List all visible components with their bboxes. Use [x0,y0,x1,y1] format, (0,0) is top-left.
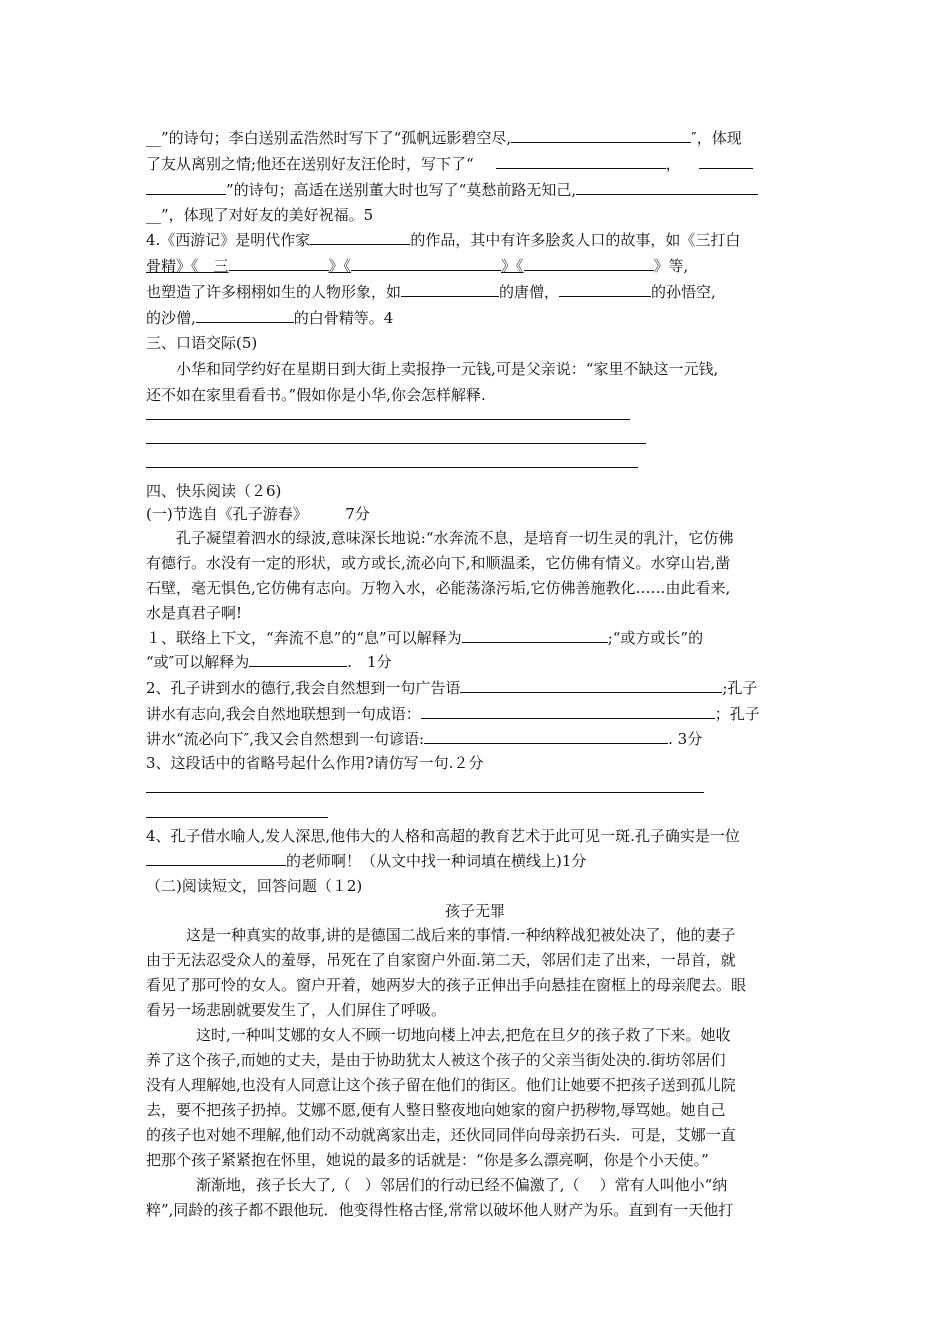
story-line: 这是一种真实的故事,讲的是德国二战后来的事情.一种纳粹战犯被处决了，他的妻子 [186,926,736,944]
answer-line[interactable] [146,443,646,444]
answer-blank[interactable] [576,180,758,195]
answer-line[interactable] [146,792,704,793]
story-line: 的孩子也对她不理解,他们动不动就离家出走，还伙同同伴向母亲扔石头．可是，艾娜一直 [146,1126,736,1144]
text: 4.《西游记》是明代作家 [146,231,311,249]
text: 的白骨精等。4 [293,309,394,327]
q4-line-3 [146,282,716,302]
poem-line-3 [146,180,758,200]
section4-subheading: （二)阅读短文，回答问题（１2) [146,877,363,895]
text: . 1分 [347,653,392,671]
text: 渐渐地，孩子长大了,（ [196,1176,351,1194]
answer-blank[interactable] [424,729,668,744]
text: ;孔子 [722,679,758,697]
story-line: 去，要不把孩子扔掉。艾娜不愿,便有人整日整夜地向她家的窗户扔秽物,辱骂她。她自己 [146,1101,726,1119]
story-line: 粹”,同龄的孩子都不跟他玩．他变得性格古怪,常常以破坏他人财产为乐。直到有一天他打 [146,1201,734,1219]
answer-blank[interactable] [559,282,651,297]
text: ；孔子 [714,705,760,723]
text: ）常有人叫他小“纳 [599,1176,728,1194]
section3-heading: 三、口语交际(5) [146,334,258,352]
text: 讲水有志向,我会自然地联想到一句成语： [146,705,421,723]
text: ″，体现 [691,129,742,147]
question-2-cont [146,704,760,724]
question-1 [146,628,703,648]
text: 骨精》《 三 [146,257,229,275]
answer-line[interactable] [146,467,638,468]
text: “或″可以解释为 [146,653,250,671]
text: ”的诗句；高适在送别董大时也写了“莫愁前路无知己, [226,181,577,199]
story-line: 没有人理解她,也没有人同意让这个孩子留在他们的街区。他们让她要不把孩子送到孤儿院 [146,1076,736,1094]
question-1-cont [146,652,392,672]
story-line: 看另一场悲剧就要发生了，人们屏住了呼吸。 [146,1001,447,1019]
answer-blank[interactable] [351,256,501,271]
story-line: 由于无法忍受众人的羞辱，吊死在了自家窗户外面.第二天，邻居们走了出来，一昂首，就 [146,951,736,969]
answer-blank[interactable] [524,256,654,271]
q4-line-4 [146,308,393,328]
question-2-cont [146,729,702,749]
answer-blank[interactable] [421,704,715,719]
text: 的孙悟空, [651,283,716,301]
text: ;“或方或长”的 [607,629,704,647]
answer-blank[interactable] [249,652,347,667]
section4-subheading: (一)节选自《孔子游春》 7分 [146,505,370,523]
passage-line: 石壁，毫无惧色,它仿佛有志向。万物入水，必能荡涤污垢,它仿佛善施教化……由此看来, [146,579,731,597]
text: . 3分 [668,730,703,748]
question-2 [146,678,757,698]
story-line [196,1175,727,1195]
story-line: 把那个孩子紧紧抱在怀里，她说的最多的话就是：“你是多么漂亮啊，你是个小天使。” [146,1151,709,1169]
text: 也塑造了许多栩栩如生的人物形象，如 [146,283,402,301]
section3-para: 还不如在家里看看书。”假如你是小华,你会怎样解释. [146,386,486,404]
text: 的沙僧, [146,309,196,327]
question-4: 4、孔子借水喻人,发人深思,他伟大的人格和高超的教育艺术于此可见一斑.孔子确实是一位 [146,827,740,845]
answer-blank[interactable] [462,628,608,643]
text: 的作品，其中有许多脍炙人口的故事，如《三打白 [410,231,741,249]
story-title: 孩子无罪 [444,902,505,920]
text: 的唐僧， [499,283,560,301]
answer-blank[interactable] [146,180,226,195]
answer-blank[interactable] [511,128,691,143]
q4-line-2 [146,256,688,276]
text: __”的诗句；李白送别孟浩然时写下了“孤帆远影碧空尽, [146,129,512,147]
poem-line-2 [146,154,753,174]
text: 讲水“流必向下″,我又会自然想到一句谚语: [146,730,425,748]
answer-blank[interactable] [196,308,294,323]
section4-heading: 四、快乐阅读（２6) [146,482,282,500]
text: ）邻居们的行动已经不偏激了,（ [364,1176,580,1194]
question-4-cont [146,851,586,871]
poem-line-4: __”，体现了对好友的美好祝福。5 [146,206,374,224]
answer-blank[interactable] [146,851,286,866]
question-3: 3、这段话中的省略号起什么作用?请仿写一句.２分 [146,754,484,772]
text: ， [665,155,681,173]
answer-blank[interactable] [229,256,329,271]
text: 的老师啊！（从文中找一种词填在横线上)1分 [286,852,587,870]
answer-line[interactable] [146,419,630,420]
answer-blank[interactable] [496,154,666,169]
passage-line: 孔子凝望着泗水的绿波,意味深长地说:“水奔流不息，是培育一切生灵的乳汁，它仿佛 [176,529,734,547]
answer-blank[interactable] [310,230,410,245]
text: 》《 [328,257,352,275]
passage-line: 水是真君子啊! [146,604,243,622]
story-line: 这时,一种叫艾娜的女人不顾一切地向楼上冲去,把危在旦夕的孩子救了下来。她收 [196,1026,731,1044]
answer-blank[interactable] [401,282,499,297]
text: 》等, [653,257,689,275]
text: 》《 [501,257,524,275]
answer-blank[interactable] [699,154,753,169]
poem-line-1 [146,128,742,148]
text: 了友从离别之情;他还在送别好友汪伦时，写下了“ [146,155,474,173]
section3-para: 小华和同学约好在星期日到大街上卖报挣一元钱,可是父亲说：“家里不缺这一元钱, [176,360,719,378]
text: １、联络上下文，“奔流不息”的“息”可以解释为 [146,629,462,647]
text: 2、孔子讲到水的德行,我会自然想到一句广告语 [146,679,461,697]
passage-line: 有德行。水没有一定的形状，或方或长,流必向下,和顺温柔，它仿佛有情义。水穿山岩,凿 [146,554,731,572]
story-line: 看见了那可怜的女人。窗户开着，她两岁大的孩子正伸出手向悬挂在窗框上的母亲爬去。眼 [146,976,747,994]
answer-blank[interactable] [460,678,722,693]
q4-line-1 [146,230,740,250]
answer-line[interactable] [146,817,328,818]
story-line: 养了这个孩子,而她的丈夫，是由于协助犹太人被这个孩子的父亲当街处决的.街坊邻居们 [146,1051,726,1069]
